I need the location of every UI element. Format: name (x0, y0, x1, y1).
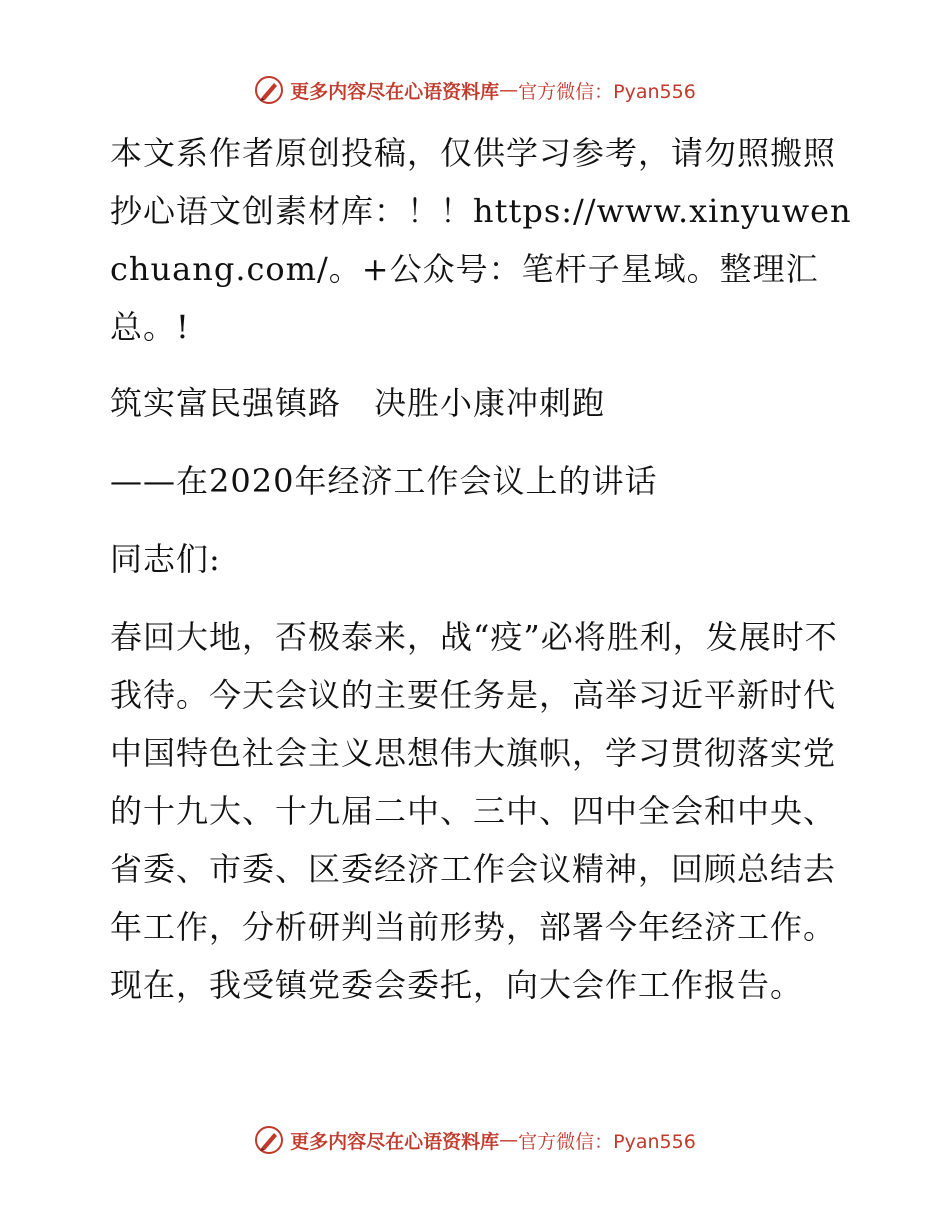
pen-logo-icon (254, 1125, 284, 1155)
salutation: 同志们: (110, 540, 221, 578)
footer-watermark-dash: — (499, 1129, 519, 1151)
footer-watermark-sub: 官方微信：Pyan556 (518, 1130, 696, 1153)
header-watermark (0, 70, 950, 110)
footer-watermark (0, 1120, 950, 1160)
copyright-notice: 本文系作者原创投稿，仅供学习参考，请勿照搬照抄心语文创素材库：！！https://www.xinyuwenchuang.com/。+公众号：笔杆子星域。整理汇总。! (110, 134, 852, 346)
footer-watermark-main: 更多内容尽在心语资料库 (290, 1130, 500, 1153)
header-watermark-main: 更多内容尽在心语资料库 (290, 80, 500, 103)
document-title: 筑实富民强镇路 决胜小康冲刺跑 (110, 384, 606, 422)
document-subtitle: ——在2020年经济工作会议上的讲话 (110, 462, 658, 500)
body-paragraph: 春回大地，否极泰来，战“疫”必将胜利，发展时不我待。今天会议的主要任务是，高举习近平新时代中国特色社会主义思想伟大旗帜，学习贯彻落实党的十九大、十九届二中、三中、四中全会和中央、省委、市委、区委经济工作会议精神，回顾总结去年工作，分析研判当前形势，部署今年经济工作。现在，我受镇党委会委托，向大会作工作报告。 (110, 618, 838, 1004)
document-body (98, 124, 858, 1014)
header-watermark-dash: — (499, 79, 519, 101)
pen-logo-icon (254, 75, 284, 105)
header-watermark-sub: 官方微信：Pyan556 (518, 80, 696, 103)
